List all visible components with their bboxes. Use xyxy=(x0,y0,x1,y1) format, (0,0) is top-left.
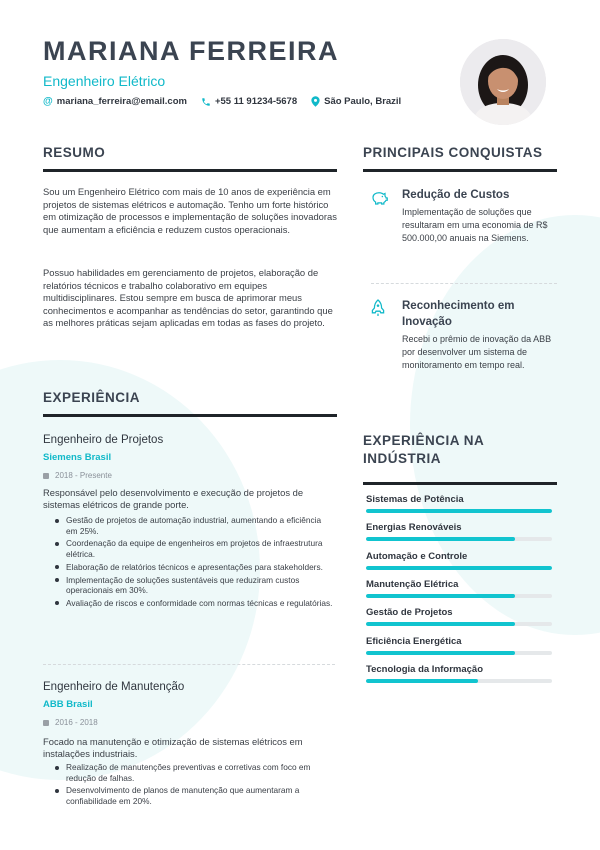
summary-paragraph-1: Sou um Engenheiro Elétrico com mais de 10 anos de experiência em projetos de sistemas elétricos e automação. Tenho um forte histórico em otimização de processos e implementação de soluções inovadoras que aumentam a eficiência e reduzem custos operacionais. xyxy=(43,186,337,235)
piggy-bank-icon xyxy=(370,190,388,211)
experience-divider xyxy=(43,664,335,665)
skill-bar-fill xyxy=(366,679,478,683)
summary-heading: RESUMO xyxy=(43,145,106,160)
summary-rule xyxy=(43,169,337,172)
skill-label: Energias Renováveis xyxy=(366,522,462,534)
job-period-2 xyxy=(43,718,98,727)
job-period-1 xyxy=(43,471,112,480)
job-title-2: Engenheiro de Manutenção xyxy=(43,681,185,693)
skill-label: Eficiência Energética xyxy=(366,635,462,647)
skill-bar-track xyxy=(366,537,552,541)
calendar-icon xyxy=(43,473,49,479)
skill-bar-fill xyxy=(366,509,552,513)
at-icon: @ xyxy=(43,96,53,107)
rocket-icon xyxy=(370,299,386,322)
list-item: Avaliação de riscos e conformidade com normas técnicas e regulatórias. xyxy=(54,598,334,609)
skill-label: Gestão de Projetos xyxy=(366,607,453,619)
job-description-1: Responsável pelo desenvolvimento e execução de projetos de sistemas elétricos de grande porte. xyxy=(43,487,304,511)
job-period-text-1: 2018 - Presente xyxy=(55,471,112,480)
experience-heading: EXPERIÊNCIA xyxy=(43,390,141,405)
skill-bar-track xyxy=(366,594,552,598)
skill-label: Manutenção Elétrica xyxy=(366,578,459,590)
contact-location xyxy=(311,96,401,107)
list-item: Desenvolvimento de planos de manutenção que aumentaram a confiabilidade em 20%. xyxy=(54,785,334,806)
achievement-divider xyxy=(371,283,557,284)
skill-bar-fill xyxy=(366,594,515,598)
skill-row xyxy=(366,579,552,598)
list-item: Gestão de projetos de automação industrial, aumentando a eficiência em 25%. xyxy=(54,515,334,536)
skill-row xyxy=(366,494,552,513)
skill-row xyxy=(366,551,552,570)
list-item: Realização de manutenções preventivas e corretivas com foco em redução de falhas. xyxy=(54,762,334,783)
contact-email[interactable] xyxy=(43,96,187,107)
achievements-heading: PRINCIPAIS CONQUISTAS xyxy=(363,145,543,160)
skill-label: Sistemas de Potência xyxy=(366,494,464,505)
skill-row xyxy=(366,664,552,683)
list-item: Coordenação da equipe de engenheiros em projetos de infraestrutura elétrica. xyxy=(54,538,334,559)
phone-text: +55 11 91234-5678 xyxy=(214,96,298,107)
job-description-2: Focado na manutenção e otimização de sistemas elétricos em instalações industriais. xyxy=(43,736,303,760)
profile-photo xyxy=(460,39,546,125)
contact-phone[interactable] xyxy=(201,96,297,107)
phone-icon xyxy=(201,97,211,107)
summary-paragraph-2: Possuo habilidades em gerenciamento de projetos, elaboração de relatórios técnicos e trabalho colaborativo em equipes multidisciplinares. Estou sempre em busca de aprimorar meus conhecimentos e acompanhar as tendências do setor, garantindo que as melhores práticas sejam aplicadas em todas as fases do projeto. xyxy=(43,267,333,329)
skill-bar-track xyxy=(366,509,552,513)
skill-bar-fill xyxy=(366,622,515,626)
skill-bar-track xyxy=(366,679,552,683)
contact-bar xyxy=(43,96,413,107)
achievement-desc-2: Recebi o prêmio de inovação da ABB por desenvolver um sistema de monitoramento em tempo real. xyxy=(402,334,552,370)
candidate-name: MARIANA FERREIRA xyxy=(43,36,339,66)
skill-row xyxy=(366,522,552,541)
job-period-text-2: 2016 - 2018 xyxy=(55,718,98,727)
location-pin-icon xyxy=(311,96,320,107)
skill-bar-fill xyxy=(366,537,515,541)
skill-bar-track xyxy=(366,566,552,570)
skill-row xyxy=(366,636,552,655)
skill-bar-fill xyxy=(366,651,515,655)
job-bullets-1 xyxy=(54,515,334,611)
email-text: mariana_ferreira@email.com xyxy=(56,96,187,107)
experience-rule xyxy=(43,414,337,417)
list-item: Implementação de soluções sustentáveis que reduziram custos operacionais em 30%. xyxy=(54,575,334,596)
job-company-2: ABB Brasil xyxy=(43,699,93,710)
skill-bar-track xyxy=(366,622,552,626)
skill-bar-track xyxy=(366,651,552,655)
skill-label: Tecnologia da Informação xyxy=(366,663,484,675)
calendar-icon xyxy=(43,720,49,726)
achievement-title-1: Redução de Custos xyxy=(402,189,510,201)
skill-label: Automação e Controle xyxy=(366,550,468,562)
skill-row xyxy=(366,607,552,626)
achievements-rule xyxy=(363,169,557,172)
industry-heading: EXPERIÊNCIA NA INDÚSTRIA xyxy=(363,433,484,466)
job-title-1: Engenheiro de Projetos xyxy=(43,434,164,446)
achievement-desc-1: Implementação de soluções que resultaram em uma economia de R$ 500.000,00 anuais na Siemens. xyxy=(402,207,548,243)
list-item: Elaboração de relatórios técnicos e apresentações para stakeholders. xyxy=(54,562,334,573)
skill-bar-fill xyxy=(366,566,552,570)
candidate-role: Engenheiro Elétrico xyxy=(43,73,166,89)
achievement-title-2: Reconhecimento em Inovação xyxy=(402,300,515,328)
job-bullets-2 xyxy=(54,762,334,809)
location-text: São Paulo, Brazil xyxy=(324,96,402,107)
industry-rule xyxy=(363,482,557,485)
job-company-1: Siemens Brasil xyxy=(43,452,112,463)
